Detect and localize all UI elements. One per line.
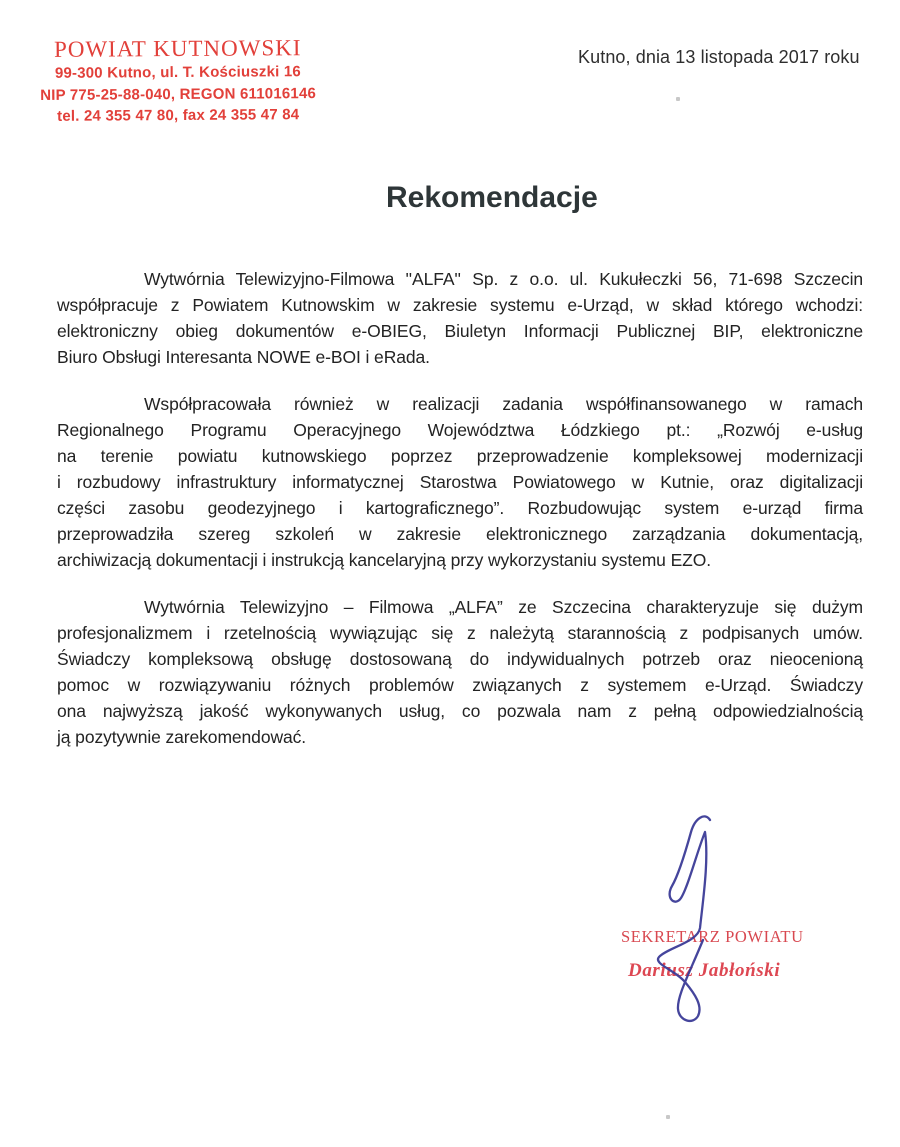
body-line: Biuro Obsługi Interesanta NOWE e-BOI i eRada.: [57, 347, 430, 367]
signature-ink: [645, 810, 735, 1035]
body-line: elektroniczny obieg dokumentów e-OBIEG, Biuletyn Informacji Publicznej BIP, elektroniczne: [57, 321, 863, 341]
stamp-registration: NIP 775-25-88-040, REGON 611016146: [40, 84, 317, 104]
body-line: Wytwórnia Telewizyjno-Filmowa ''ALFA'' Sp. z o.o. ul. Kukułeczki 56, 71-698 Szczecin: [144, 269, 863, 289]
body-line: Współpracowała również w realizacji zadania współfinansowanego w ramach: [144, 394, 863, 414]
body-line: części zasobu geodezyjnego i kartograficznego”. Rozbudowując system e-urząd firma: [57, 498, 863, 518]
paragraph-2: [57, 391, 863, 573]
body-line: i rozbudowy infrastruktury informatycznej Starostwa Powiatowego w Kutnie, oraz digitalizacji: [57, 472, 863, 492]
body-line: współpracuje z Powiatem Kutnowskim w zakresie systemu e-Urząd, w skład którego wchodzi:: [57, 295, 863, 315]
body-line: Świadczy kompleksową obsługę dostosowaną do indywidualnych potrzeb oraz nieocenioną: [57, 649, 863, 669]
body-line: ją pozytywnie zarekomendować.: [57, 727, 307, 747]
body-line: na terenie powiatu kutnowskiego poprzez przeprowadzenie kompleksowej modernizacji: [57, 446, 863, 466]
body-line: archiwizacją dokumentacji i instrukcją kancelaryjną przy wykorzystaniu systemu EZO.: [57, 550, 712, 570]
body-line: Wytwórnia Telewizyjno – Filmowa „ALFA” ze Szczecina charakteryzuje się dużym: [144, 597, 863, 617]
body-line: ona najwyższą jakość wykonywanych usług, co pozwala nam z pełną odpowiedzialnością: [57, 701, 863, 721]
document-title: Rekomendacje: [386, 181, 598, 214]
body-line: profesjonalizmem i rzetelnością wywiązując się z należytą starannością z podpisanych umów.: [57, 623, 863, 643]
stamp-phone-fax: tel. 24 355 47 80, fax 24 355 47 84: [57, 106, 300, 125]
dateline: Kutno, dnia 13 listopada 2017 roku: [578, 47, 860, 67]
body-line: pomoc w rozwiązywaniu różnych problemów związanych z systemem e-Urząd. Świadczy: [57, 675, 863, 695]
office-stamp: [30, 35, 327, 128]
letter-body: [57, 266, 863, 771]
body-line: Regionalnego Programu Operacyjnego Województwa Łódzkiego pt.: „Rozwój e-usług: [57, 420, 863, 440]
body-line: przeprowadziła szereg szkoleń w zakresie elektronicznego zarządzania dokumentacją,: [57, 524, 863, 544]
stamp-address: 99-300 Kutno, ul. T. Kościuszki 16: [54, 63, 302, 82]
secretary-stamp-name: Dariusz Jabłoński: [628, 960, 781, 981]
scan-artifact-dot: [676, 97, 680, 101]
scan-artifact-dot: [666, 1115, 670, 1119]
paragraph-3: [57, 594, 863, 750]
stamp-office-name: POWIAT KUTNOWSKI: [53, 35, 302, 62]
secretary-stamp-role: SEKRETARZ POWIATU: [621, 927, 804, 946]
paragraph-1: [57, 266, 863, 370]
